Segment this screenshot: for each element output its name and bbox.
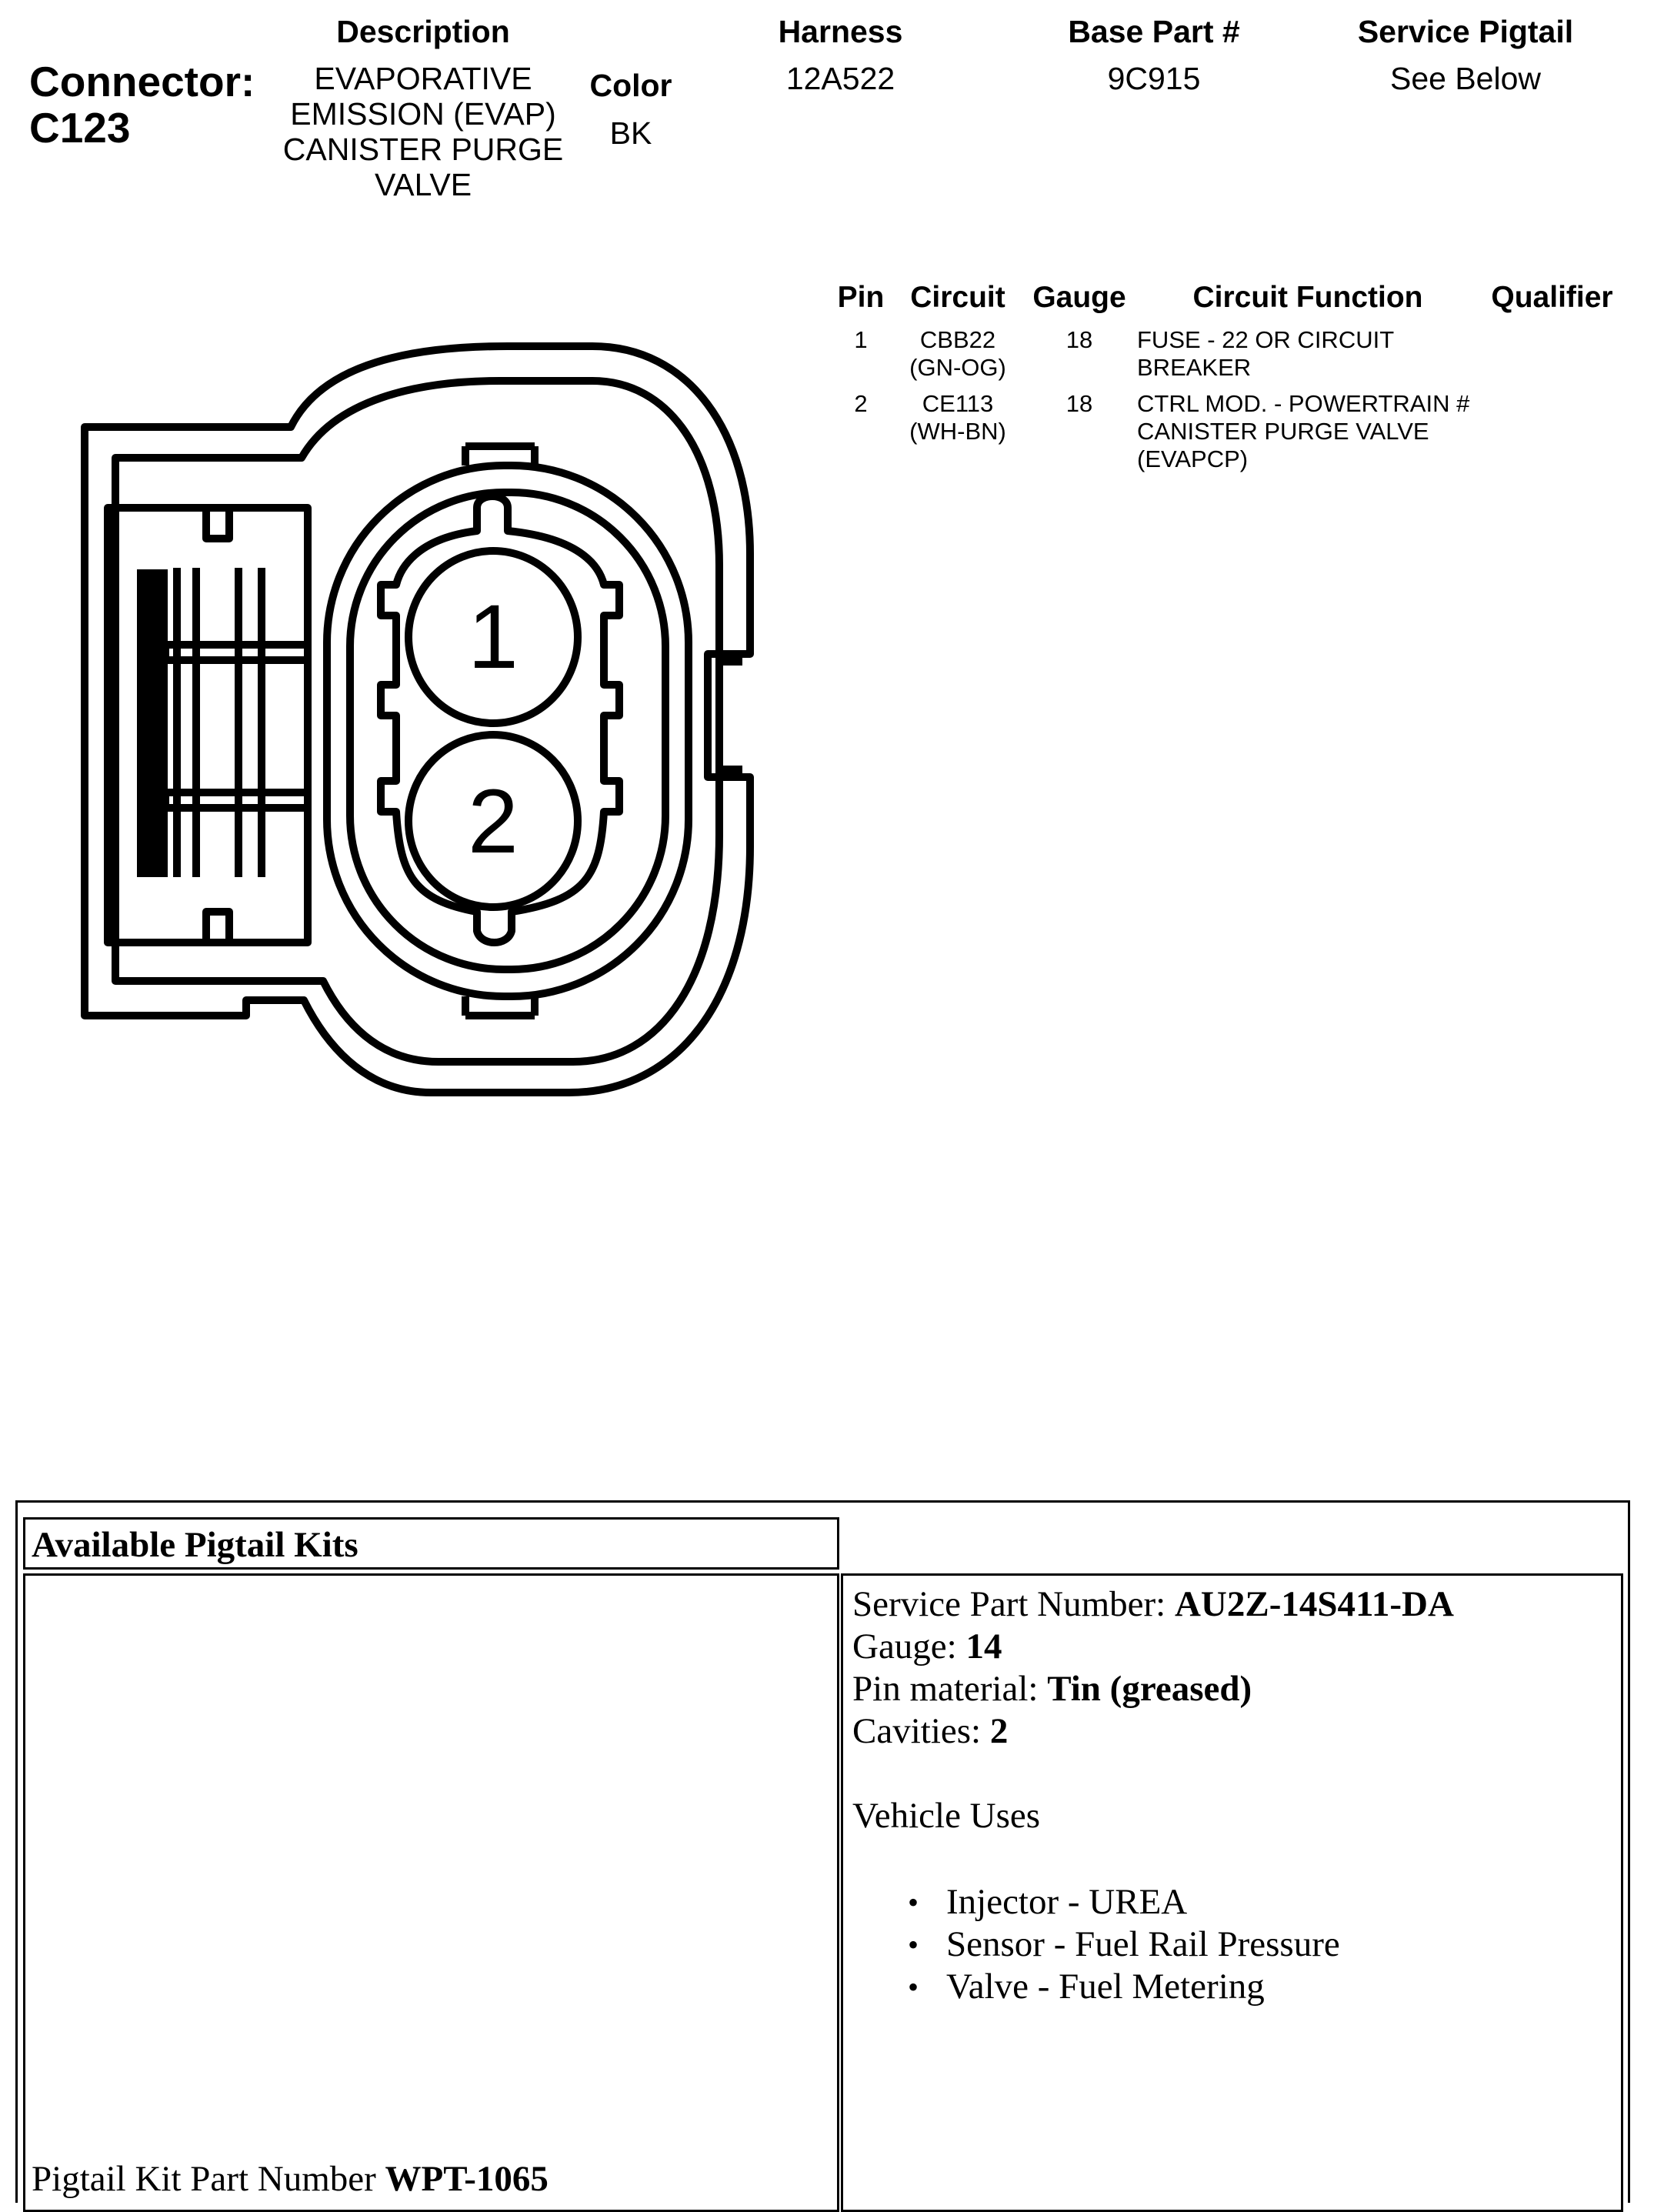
circuit-cell: [896, 326, 1019, 382]
circuit-id: CE113: [922, 390, 994, 417]
pigtail-kit-part-number: [32, 2158, 549, 2200]
kit-part-label: Pigtail Kit Part Number: [32, 2159, 385, 2199]
connector-face-diagram: [0, 0, 815, 1154]
gauge-column-header: Gauge: [1032, 281, 1126, 314]
kit-gauge-label: Gauge:: [852, 1626, 966, 1667]
kit-part-value: WPT-1065: [385, 2159, 549, 2199]
color-header: Color: [589, 68, 672, 103]
cavities: [852, 1710, 1454, 1753]
service-part-label: Service Part Number:: [852, 1584, 1175, 1624]
circuit-color: (WH-BN): [909, 418, 1006, 445]
service-pigtail-header: Service Pigtail: [1357, 14, 1574, 49]
pigtail-kit-image-box: [23, 1573, 839, 2212]
circuit-column-header: Circuit: [910, 281, 1005, 314]
gauge-cell: 18: [1065, 326, 1093, 353]
function-line: BREAKER: [1137, 354, 1252, 381]
circuit-id: CBB22: [919, 326, 996, 353]
vehicle-uses-title: Vehicle Uses: [852, 1796, 1041, 1836]
function-line: CTRL MOD. - POWERTRAIN #: [1137, 390, 1470, 417]
connector-id: C123: [29, 104, 131, 152]
function-line: (EVAPCP): [1137, 445, 1249, 472]
harness-header: Harness: [778, 14, 903, 49]
function-line: FUSE - 22 OR CIRCUIT: [1137, 326, 1395, 353]
circuit-function-column-header: Circuit Function: [1192, 281, 1423, 314]
circuit-function-cell: [1137, 390, 1506, 473]
pin-column-header: Pin: [837, 281, 885, 314]
description-line: VALVE: [374, 167, 472, 202]
description-line: EMISSION (EVAP): [290, 96, 556, 132]
connector-inner-shell: [115, 381, 719, 1062]
pin-cavity-label-2: 2: [468, 771, 519, 872]
latch-bar: [137, 569, 168, 877]
pigtail-kit-details-box: [841, 1573, 1623, 2212]
function-line: CANISTER PURGE VALVE: [1137, 418, 1429, 445]
service-part-number: [852, 1583, 1454, 1626]
pin-cavity-label-1: 1: [468, 586, 519, 688]
vehicle-uses-list: [852, 1881, 1454, 2008]
pin-material-label: Pin material:: [852, 1669, 1048, 1709]
pigtail-kit-details: [852, 1583, 1454, 2008]
cavities-value: 2: [989, 1711, 1009, 1751]
circuit-function-cell: [1137, 326, 1506, 382]
description-line: CANISTER PURGE: [282, 132, 564, 167]
service-part-value: AU2Z-14S411-DA: [1174, 1584, 1454, 1624]
description-line: EVAPORATIVE: [314, 61, 532, 96]
latch-rail: [177, 568, 262, 877]
harness-value: 12A522: [785, 61, 895, 96]
circuit-color: (GN-OG): [909, 354, 1006, 381]
list-item: • Injector - UREA: [852, 1881, 1454, 1923]
kit-gauge-value: 14: [965, 1626, 1002, 1667]
circuit-cell: [896, 390, 1019, 445]
pigtail-kits-title-box: [23, 1517, 839, 1570]
pin-material: [852, 1668, 1454, 1710]
base-part-value: 9C915: [1107, 61, 1201, 96]
service-pigtail-value: See Below: [1389, 61, 1541, 96]
color-value: BK: [609, 115, 652, 151]
pin-number: 1: [854, 326, 868, 353]
description-header: Description: [336, 14, 510, 49]
kit-gauge: [852, 1626, 1454, 1668]
cavities-label: Cavities:: [852, 1711, 990, 1751]
pin-material-value: Tin (greased): [1047, 1669, 1252, 1709]
pin-number: 2: [854, 390, 868, 417]
latch-tab-top: [206, 508, 229, 539]
qualifier-column-header: Qualifier: [1491, 281, 1613, 314]
gauge-cell: 18: [1065, 390, 1093, 417]
latch-tab-bottom: [206, 912, 229, 943]
pigtail-kits-title: Available Pigtail Kits: [32, 1525, 358, 1565]
list-item: • Sensor - Fuel Rail Pressure: [852, 1923, 1454, 1966]
connector-label-text: Connector:: [29, 58, 255, 105]
base-part-header: Base Part #: [1068, 14, 1240, 49]
list-item: • Valve - Fuel Metering: [852, 1966, 1454, 2008]
